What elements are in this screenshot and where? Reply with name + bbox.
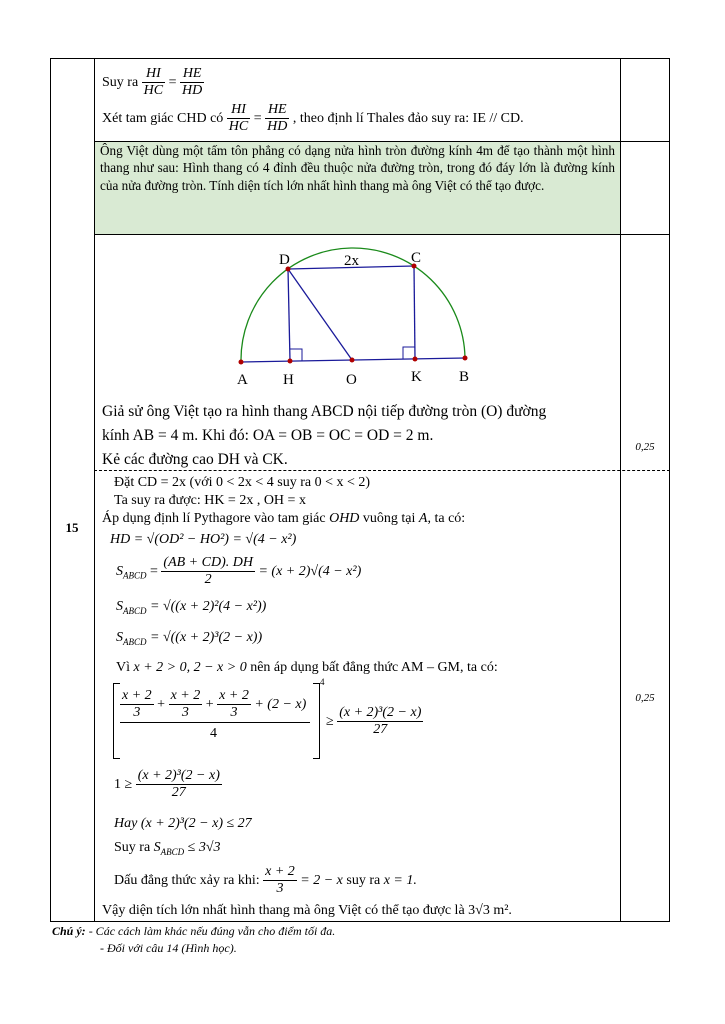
point-h	[288, 359, 293, 364]
label-2x: 2x	[344, 253, 359, 269]
prev-line-2: Xét tam giác CHD có $\frac{HI}{HC}$ = $\frac{HE}{HD}$ , theo định lí Thales đảo suy ra: IE // CD.	[102, 102, 524, 135]
score-2: 0,25	[635, 692, 655, 704]
point-o	[350, 358, 355, 363]
semicircle-figure	[225, 245, 490, 390]
equality-line: Dấu đẳng thức xảy ra khi: $\frac{x + 2}{3}$ = 2 − x suy ra x = 1.	[114, 864, 417, 897]
footnote-line-1: Chú ý: - Các cách làm khác nếu đúng vẫn cho điểm tối đa.	[52, 924, 336, 938]
point-k	[413, 357, 418, 362]
label-o: O	[346, 372, 357, 388]
area-eq-1: $S_{ABCD}$ = $\frac{(AB + CD). DH}{2}$ = (x + 2)√(4 − x²)	[116, 555, 362, 588]
hay-line: Hay (x + 2)³(2 − x) ≤ 27	[114, 816, 252, 831]
prev-line-1: Suy ra $\frac{HI}{HC}$ = $\frac{HE}{HD}$	[102, 66, 203, 99]
segment-do	[288, 269, 352, 360]
point-a	[239, 360, 244, 365]
amgm-rhs: ≥ $\frac{\text{(x + 2)³(2 − x)}}{27}$	[326, 705, 422, 738]
amgm-denominator: 4	[210, 726, 217, 741]
area-eq-3: $S_{ABCD} = √((x + 2)^3(2 - x))$	[116, 630, 263, 647]
point-b	[463, 356, 468, 361]
intro-line-2: kính AB = 4 m. Khi đó: OA = OB = OC = OD = 2 m.	[102, 427, 434, 444]
label-k: K	[411, 369, 422, 385]
score-1: 0,25	[635, 441, 655, 453]
amgm-power: 4	[320, 677, 325, 687]
problem-statement: Ông Việt dùng một tấm tôn phẳng có dạng nửa hình tròn đường kính 4m để tạo thành một hình thang như sau: Hình thang có 4 đỉnh đều thuộc nửa đường tròn, trong đó đáy lớn là đường kính của nửa đường tròn. Tính diện tích lớn nhất hình thang mà ông Việt có thể tạo được.	[100, 143, 615, 193]
step-3: Áp dụng định lí Pythagore vào tam giác OHD vuông tại A, ta có:	[102, 511, 466, 526]
label-d: D	[279, 252, 290, 268]
left-bracket	[113, 683, 120, 759]
intro-line-3: Kẻ các đường cao DH và CK.	[102, 451, 288, 468]
altitude-ck	[414, 266, 415, 359]
right-angle-h	[290, 349, 302, 361]
suyra-line: Suy ra $S_{ABCD} \le 3√3$	[114, 840, 221, 857]
right-angle-k	[403, 347, 415, 359]
label-h: H	[283, 372, 294, 388]
label-a: A	[237, 372, 248, 388]
inequality-line: 1 ≥ $\frac{\text{(x + 2)³(2 − x)}}{27}$	[114, 768, 220, 801]
question-number: 15	[65, 520, 79, 535]
label-c: C	[411, 250, 422, 266]
area-eq-2: $S_{ABCD} = √((x + 2)^2(4 - x^2))$	[116, 599, 267, 616]
conclusion-line: Vậy diện tích lớn nhất hình thang mà ông Việt có thể tạo được là 3√3 m².	[102, 903, 512, 918]
step-2: Ta suy ra được: HK = 2x , OH = x	[114, 493, 306, 508]
footnote-line-2: - Đối với câu 14 (Hình học).	[100, 941, 237, 955]
step-1: Đặt CD = 2x (với 0 < 2x < 4 suy ra 0 < x < 2)	[114, 475, 371, 490]
amgm-numerator: $\frac{x + 2}{3}$ + $\frac{x + 2}{3}$ + $\frac{x + 2}{3}$ + (2 − x)	[122, 688, 307, 721]
label-b: B	[459, 369, 470, 385]
hd-equation: HD = √(OD² − HO²) = √(4 − x²)	[110, 532, 297, 547]
intro-line-1: Giả sử ông Việt tạo ra hình thang ABCD nội tiếp đường tròn (O) đường	[102, 403, 547, 420]
right-bracket	[313, 683, 320, 759]
amgm-intro: Vì x + 2 > 0, 2 − x > 0 nên áp dụng bất đẳng thức AM – GM, ta có:	[116, 660, 498, 675]
altitude-dh	[288, 269, 290, 361]
